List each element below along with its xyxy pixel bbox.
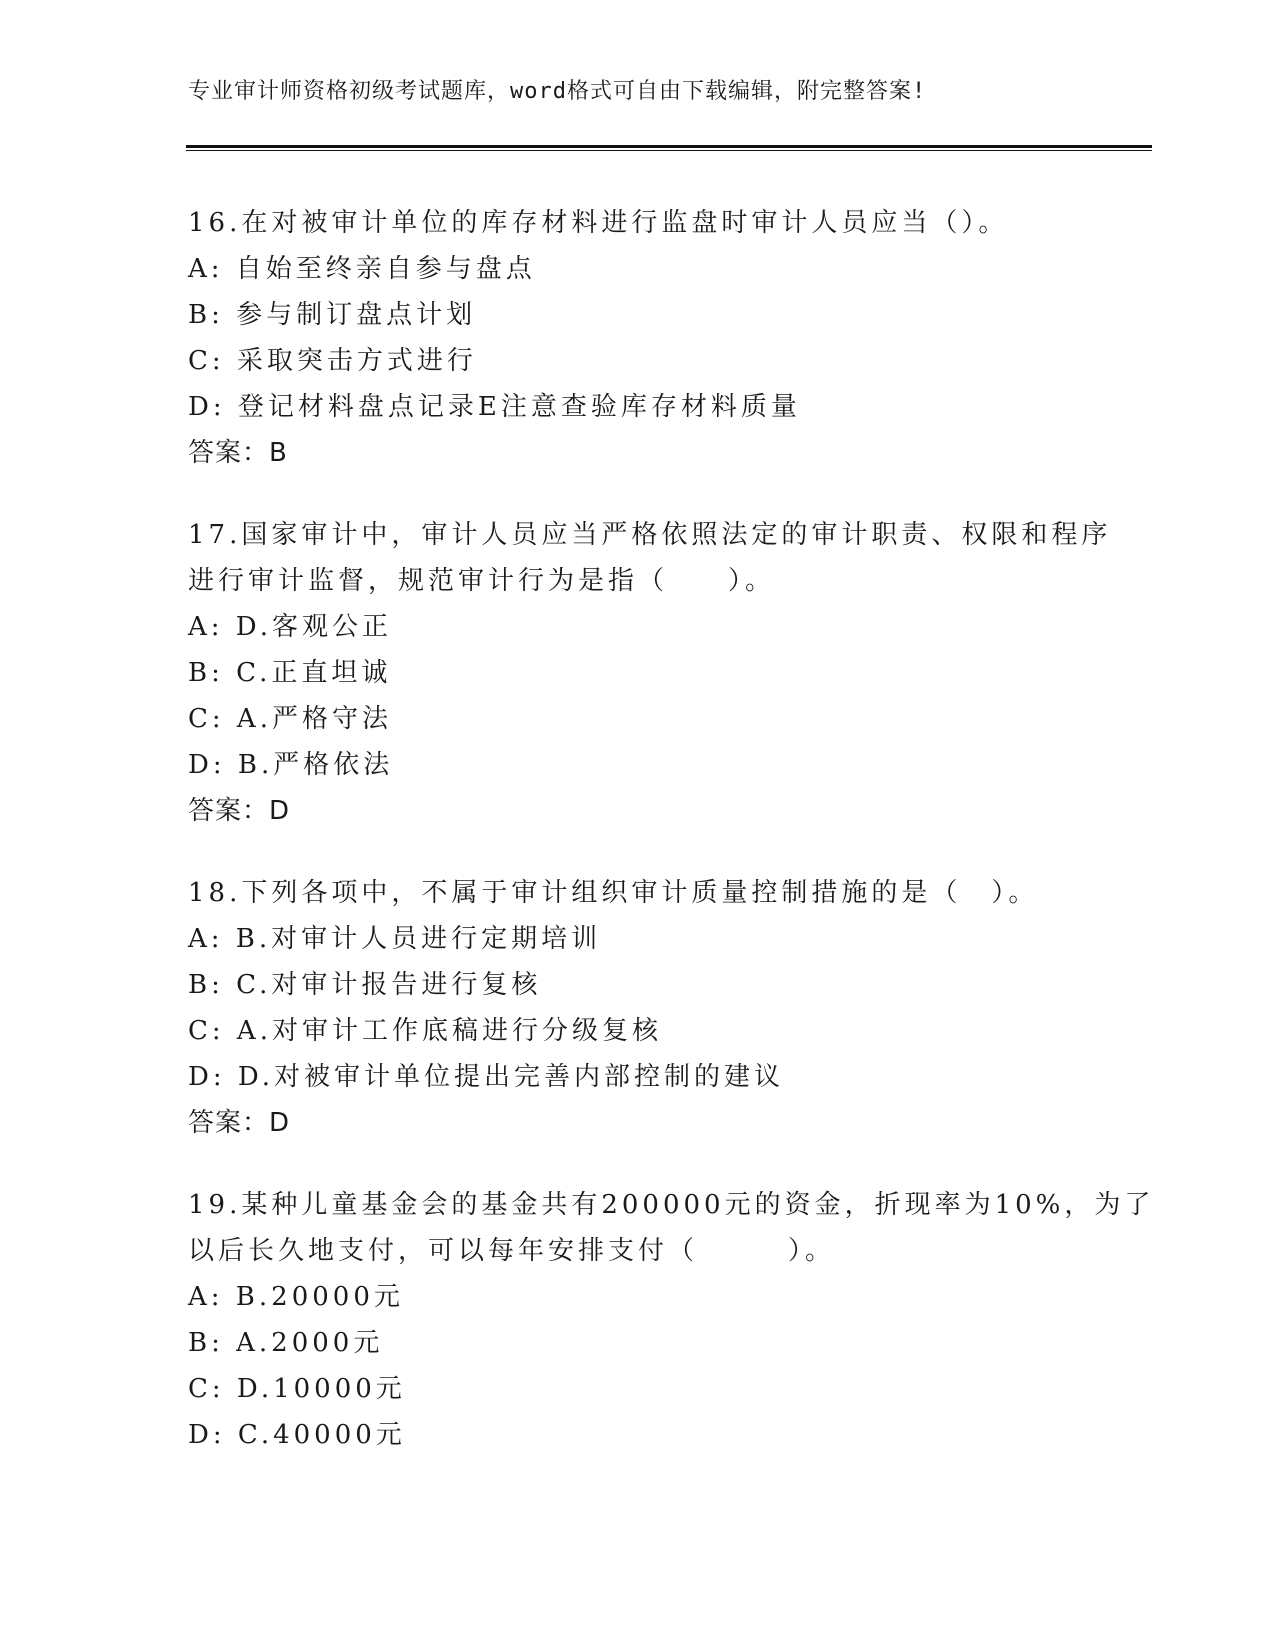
question-stem-continued: 以后长久地支付，可以每年安排支付（ ）。 [188, 1236, 836, 1266]
option-d: D: B.严格依法 [188, 750, 394, 780]
question-stem: 18.下列各项中，不属于审计组织审计质量控制措施的是（ ）。 [188, 878, 1039, 908]
option-b: B: A.2000元 [188, 1328, 384, 1358]
option-d: D: 登记材料盘点记录E注意查验库存材料质量 [188, 392, 801, 422]
option-b: B: C.对审计报告进行复核 [188, 970, 542, 1000]
option-c: C: 采取突击方式进行 [188, 346, 477, 376]
option-d: D: D.对被审计单位提出完善内部控制的建议 [188, 1062, 785, 1092]
question-16 [188, 200, 1088, 476]
answer: 答案：D [188, 796, 291, 826]
option-c: C: A.严格守法 [188, 704, 392, 734]
question-19 [188, 1182, 1155, 1458]
question-17 [188, 512, 1112, 834]
question-stem: 19.某种儿童基金会的基金共有200000元的资金，折现率为10%，为了 [188, 1190, 1155, 1220]
option-b: B: 参与制订盘点计划 [188, 300, 477, 330]
question-stem-continued: 进行审计监督，规范审计行为是指（ ）。 [188, 566, 776, 596]
header-divider [186, 145, 1152, 148]
option-a: A: 自始至终亲自参与盘点 [188, 254, 536, 284]
question-stem: 17.国家审计中，审计人员应当严格依照法定的审计职责、权限和程序 [188, 520, 1112, 550]
header-divider-thin [186, 150, 1152, 151]
option-c: C: D.10000元 [188, 1374, 406, 1404]
option-c: C: A.对审计工作底稿进行分级复核 [188, 1016, 662, 1046]
option-d: D: C.40000元 [188, 1420, 406, 1450]
option-a: A: B.对审计人员进行定期培训 [188, 924, 602, 954]
answer: 答案：D [188, 1108, 291, 1138]
question-list [188, 200, 1155, 1494]
question-stem: 16.在对被审计单位的库存材料进行监盘时审计人员应当（）。 [188, 208, 1009, 238]
answer: 答案：B [188, 438, 288, 468]
question-18 [188, 870, 1088, 1146]
option-b: B: C.正直坦诚 [188, 658, 392, 688]
option-a: A: D.客观公正 [188, 612, 392, 642]
option-a: A: B.20000元 [188, 1282, 404, 1312]
header-title: 专业审计师资格初级考试题库，word格式可自由下载编辑，附完整答案! [188, 79, 927, 104]
